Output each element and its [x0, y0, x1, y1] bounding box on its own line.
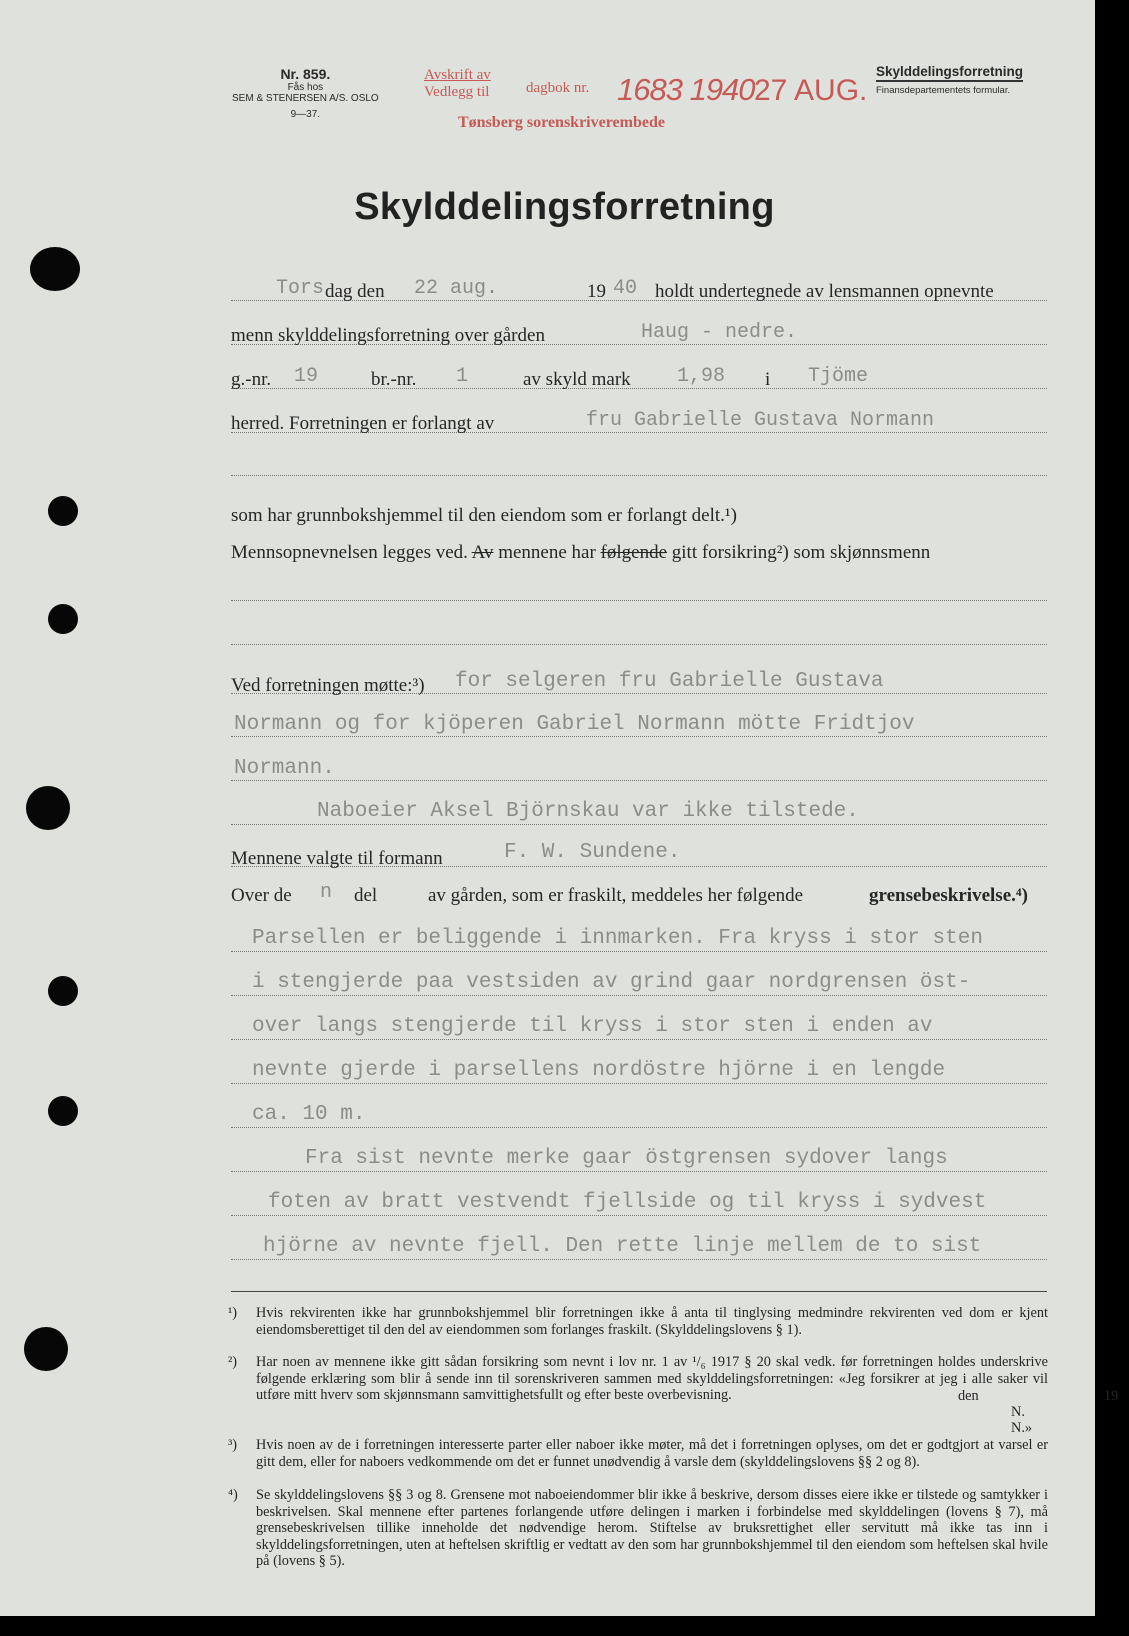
dotted-line — [231, 644, 1047, 645]
del-label: del — [354, 885, 378, 906]
stamp-line1: Avskrift av — [424, 67, 491, 83]
footnote-signature-row — [256, 1387, 1119, 1436]
municipality: Tjöme — [808, 365, 869, 388]
edition: 9—37. — [290, 109, 321, 120]
skyld-label: av skyld mark — [523, 369, 631, 390]
sign-den: den — [958, 1387, 979, 1404]
publisher-line2: SEM & STENERSEN A/S. OSLO — [232, 93, 379, 104]
mote-line3: Normann. — [234, 757, 335, 780]
dotted-line — [231, 995, 1047, 996]
grense-line: i stengjerde paa vestsiden av grind gaar nordgrensen öst- — [252, 971, 971, 994]
dotted-line — [231, 475, 1047, 476]
stamp-dagbok-number: 1683 1940 — [617, 72, 755, 107]
stamp-copy-label — [424, 67, 491, 101]
sign-nn: N. N.» — [1011, 1403, 1033, 1436]
dotted-line — [231, 600, 1047, 601]
footnote-marker: ²) — [228, 1354, 238, 1370]
menn-row — [231, 542, 930, 564]
punch-hole — [48, 496, 78, 526]
grense-line: Parsellen er beliggende i innmarken. Fra kryss i stor sten — [252, 927, 983, 950]
stamp-office: Tønsberg sorenskriverembede — [458, 114, 665, 131]
hjemmel-text: som har grunnbokshjemmel til den eiendom som er forlangt delt.¹) — [231, 505, 737, 526]
brnr-label: br.-nr. — [371, 369, 417, 390]
line1-text: holdt undertegnede av lensmannen opnevnte — [655, 281, 994, 302]
punch-hole — [24, 1327, 68, 1371]
sign-year: 19 — [1104, 1387, 1119, 1404]
grense-line: over langs stengjerde til kryss i stor sten i enden av — [252, 1015, 933, 1038]
i-label: i — [765, 369, 771, 390]
page-title: Skylddelingsforretning — [354, 186, 775, 228]
day-prefix: Tors — [276, 277, 325, 300]
herred-text: herred. Forretningen er forlangt av — [231, 413, 495, 434]
footnote-marker: ¹) — [228, 1305, 238, 1321]
footnote-rule — [231, 1291, 1047, 1292]
skyld-value: 1,98 — [677, 365, 726, 388]
mote-line4: Naboeier Aksel Björnskau var ikke tilstede. — [317, 800, 859, 823]
punch-hole — [30, 247, 80, 291]
punch-hole — [48, 976, 78, 1006]
dotted-line — [231, 824, 1047, 825]
publisher-line1: Fås hos — [287, 82, 324, 93]
menn-strike-2: følgende — [600, 542, 668, 563]
footnote-2 — [228, 1354, 1119, 1436]
form-type-subtitle: Finansdepartementets formular. — [876, 85, 1011, 96]
year-suffix: 40 — [613, 277, 638, 300]
footnote-text: Se skylddelingslovens §§ 3 og 8. Grensene mot naboeiendommer blir ikke å beskrive, dersom disses eiere ikke er tilstede og samtykker i beskrivelsen. Skal mennene efter partenes forlangende utføre delingen i marken i forbindelse med skylddelingen (lovens § 7), må grensebeskrivelsen tillike inneholde det nødvendige herom. Stiftelse av bruksrettighet eller servitutt må ikke tas inn i skylddelingsforretningen, uten at heftelsen skriftlig er vedtatt av den som har grunnbokshjemmel til den eiendom som heftelsen skal hvile på (lovens § 5). — [256, 1487, 1048, 1569]
date-value: 22 aug. — [414, 277, 499, 300]
over-value: n — [320, 881, 333, 904]
line2-text: menn skylddelingsforretning over gården — [231, 325, 545, 346]
year-prefix: 19 — [587, 281, 606, 302]
mote-line1: for selgeren fru Gabrielle Gustava — [455, 670, 884, 693]
punch-hole — [26, 786, 70, 830]
grense-line: Fra sist nevnte merke gaar östgrensen sydover langs — [305, 1147, 948, 1170]
menn-text-2: mennene har — [498, 542, 596, 563]
dotted-line — [231, 388, 1047, 389]
grense-label: grensebeskrivelse.⁴) — [869, 885, 1028, 906]
brnr-value: 1 — [456, 365, 469, 388]
stamp-date: 27 AUG. — [754, 74, 868, 107]
dotted-line — [231, 1127, 1047, 1128]
footnote-marker: ⁴) — [228, 1487, 238, 1503]
footnote-3 — [228, 1437, 1048, 1470]
gnr-label: g.-nr. — [231, 369, 272, 390]
scan-edge-bottom — [0, 1616, 1129, 1636]
dotted-line — [231, 1259, 1047, 1260]
grense-line: nevnte gjerde i parsellens nordöstre hjörne i en lengde — [252, 1059, 946, 1082]
footnote-text: Hvis rekvirenten ikke har grunnbokshjemmel blir forretningen ikke å anta til tinglysing medmindre rekvirenten ved dom er kjent eiendomsberettiget til den del av eiendommen som forlanges fraskilt. (Skylddelingslovens § 1). — [256, 1305, 1048, 1338]
requester: fru Gabrielle Gustava Normann — [586, 409, 935, 432]
menn-text-1: Mennsopnevnelsen legges ved. — [231, 542, 468, 563]
stamp-dagbok-label: dagbok nr. — [526, 80, 590, 96]
gnr-value: 19 — [294, 365, 319, 388]
footnote-text: Har noen av mennene ikke gitt sådan forsikring som nevnt i lov nr. 1 av ¹/₆ 1917 § 20 skal vedk. før forretningen holdes underskrive følgende erklæring som blir å sende inn til sorenskriveren sammen med skylddelingsforretningen: «Jeg forsikrer at jeg i alle saker vil utføre mitt hverv som skjønnsmann samvittighetsfullt og efter beste overbevisning. — [256, 1354, 1048, 1403]
over-label: Over de — [231, 885, 292, 906]
mote-label: Ved forretningen møtte:³) — [231, 675, 425, 696]
dotted-line — [231, 1039, 1047, 1040]
dotted-line — [231, 951, 1047, 952]
footnote-marker: ³) — [228, 1437, 238, 1453]
grense-line: hjörne av nevnte fjell. Den rette linje mellem de to sist — [263, 1235, 982, 1258]
dotted-line — [231, 736, 1047, 737]
punch-hole — [48, 604, 78, 634]
menn-text-3: gitt forsikring²) som skjønnsmenn — [671, 542, 931, 563]
formann-label: Mennene valgte til formann — [231, 848, 443, 869]
form-type-title: Skylddelingsforretning — [876, 64, 1023, 82]
footnote-4 — [228, 1487, 1048, 1570]
dotted-line — [231, 1171, 1047, 1172]
dotted-line — [231, 1083, 1047, 1084]
stamp-line2: Vedlegg til — [424, 84, 490, 100]
form-type-block — [876, 64, 1023, 96]
gaarden-text: av gården, som er fraskilt, meddeles her følgende — [428, 885, 804, 906]
menn-strike-1: Av — [471, 542, 494, 563]
dotted-line — [231, 780, 1047, 781]
punch-hole — [48, 1096, 78, 1126]
mote-line2: Normann og for kjöperen Gabriel Normann mötte Fridtjov — [234, 713, 915, 736]
formann-value: F. W. Sundene. — [504, 841, 681, 864]
footnote-text: Hvis noen av de i forretningen interesserte parter eller naboer ikke møter, må det i forretningen oplyses, om det er godtgjort at varsel er gitt dem, eller for naboers vedkommende om det er funnet unødvendig å varsle dem (skylddelingslovens §§ 2 og 8). — [256, 1437, 1048, 1470]
day-label: dag den — [325, 281, 385, 302]
form-number: Nr. 859. — [280, 66, 331, 82]
grense-line: ca. 10 m. — [252, 1103, 366, 1126]
grense-line: foten av bratt vestvendt fjellside og til kryss i sydvest — [268, 1191, 987, 1214]
farm-name: Haug - nedre. — [641, 321, 798, 344]
form-number-block — [232, 66, 379, 120]
dotted-line — [231, 1215, 1047, 1216]
footnote-1 — [228, 1305, 1048, 1338]
